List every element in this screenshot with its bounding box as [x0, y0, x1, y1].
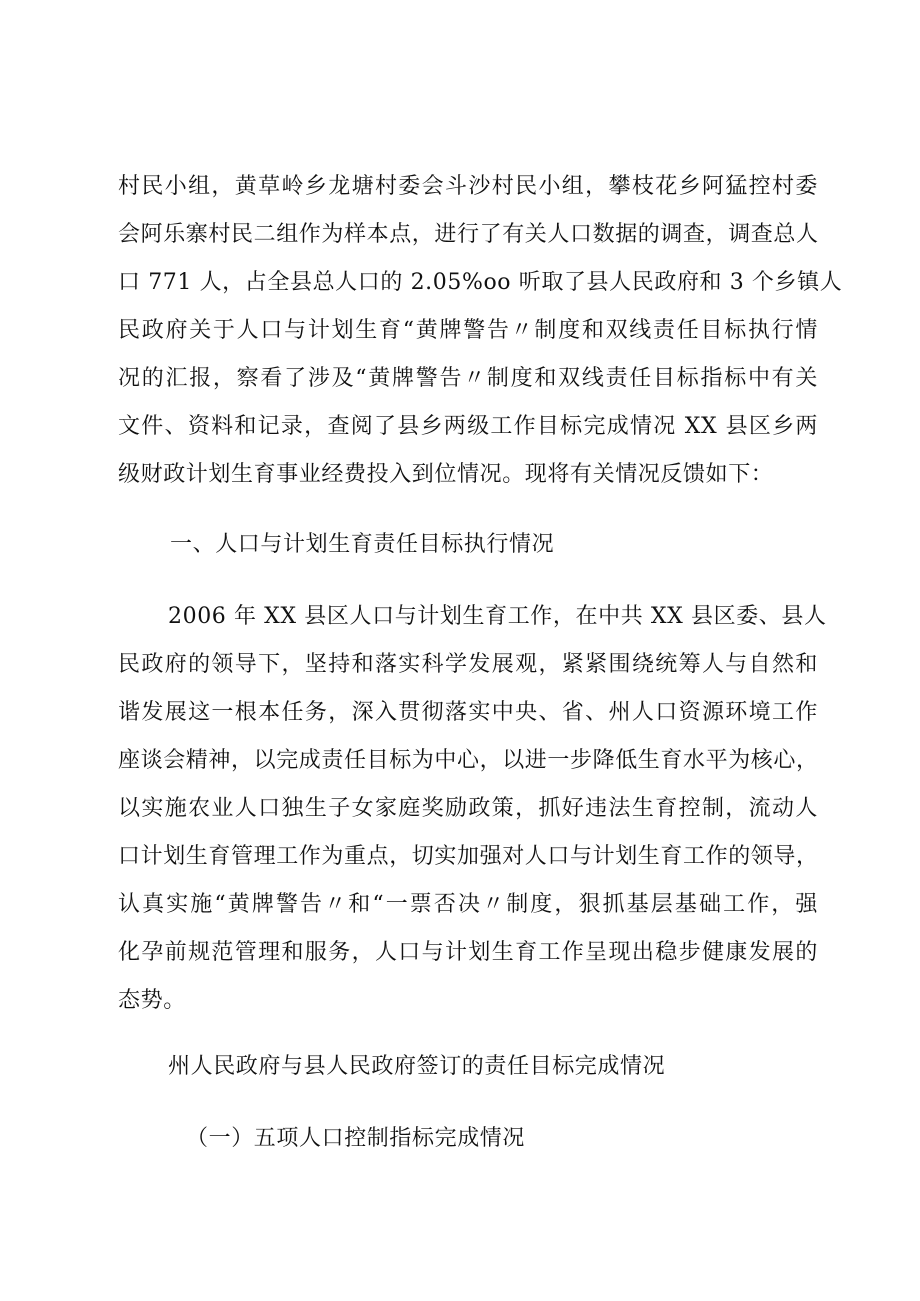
- paragraph-line: 口计划生育管理工作为重点，切实加强对人口与计划生育工作的领导，: [118, 844, 819, 869]
- section-heading: 一、人口与计划生育责任目标执行情况: [170, 532, 555, 557]
- paragraph-line: 文件、资料和记录，查阅了县乡两级工作目标完成情况 XX 县区乡两: [118, 414, 818, 439]
- paragraph-line: 会阿乐寨村民二组作为样本点，进行了有关人口数据的调查，调查总人: [118, 222, 819, 247]
- paragraph-line: 座谈会精神，以完成责任目标为中心，以进一步降低生育水平为核心，: [118, 748, 819, 773]
- paragraph-line: 化孕前规范管理和服务，人口与计划生育工作呈现出稳步健康发展的: [118, 940, 818, 965]
- paragraph-line: 级财政计划生育事业经费投入到位情况。现将有关情况反馈如下：: [118, 462, 774, 487]
- section-subtitle: 州人民政府与县人民政府签订的责任目标完成情况: [168, 1054, 666, 1079]
- paragraph-line: 态势。: [118, 988, 186, 1013]
- paragraph-line: 民政府关于人口与计划生育“黄牌警告〃制度和双线责任目标执行情: [118, 318, 818, 343]
- paragraph-line: 认真实施“黄牌警告〃和“一票否决〃制度，狠抓基层基础工作，强: [118, 892, 818, 917]
- paragraph-line: 2006 年 XX 县区人口与计划生育工作，在中共 XX 县区委、县人: [168, 604, 827, 629]
- paragraph-line: 况的汇报，察看了涉及“黄牌警告〃制度和双线责任目标指标中有关: [118, 366, 818, 391]
- paragraph-line: 村民小组，黄草岭乡龙塘村委会斗沙村民小组，攀枝花乡阿猛控村委: [118, 174, 818, 199]
- paragraph-line: 谐发展这一根本任务，深入贯彻落实中央、省、州人口资源环境工作: [118, 700, 818, 725]
- paragraph-line: 口 771 人，占全县总人口的 2.05%oo 听取了县人民政府和 3 个乡镇人: [118, 270, 843, 295]
- paragraph-line: 民政府的领导下，坚持和落实科学发展观，紧紧围绕统筹人与自然和: [118, 652, 818, 677]
- subsection-heading: （一）五项人口控制指标完成情况: [186, 1126, 526, 1151]
- paragraph-line: 以实施农业人口独生子女家庭奖励政策，抓好违法生育控制，流动人: [118, 796, 818, 821]
